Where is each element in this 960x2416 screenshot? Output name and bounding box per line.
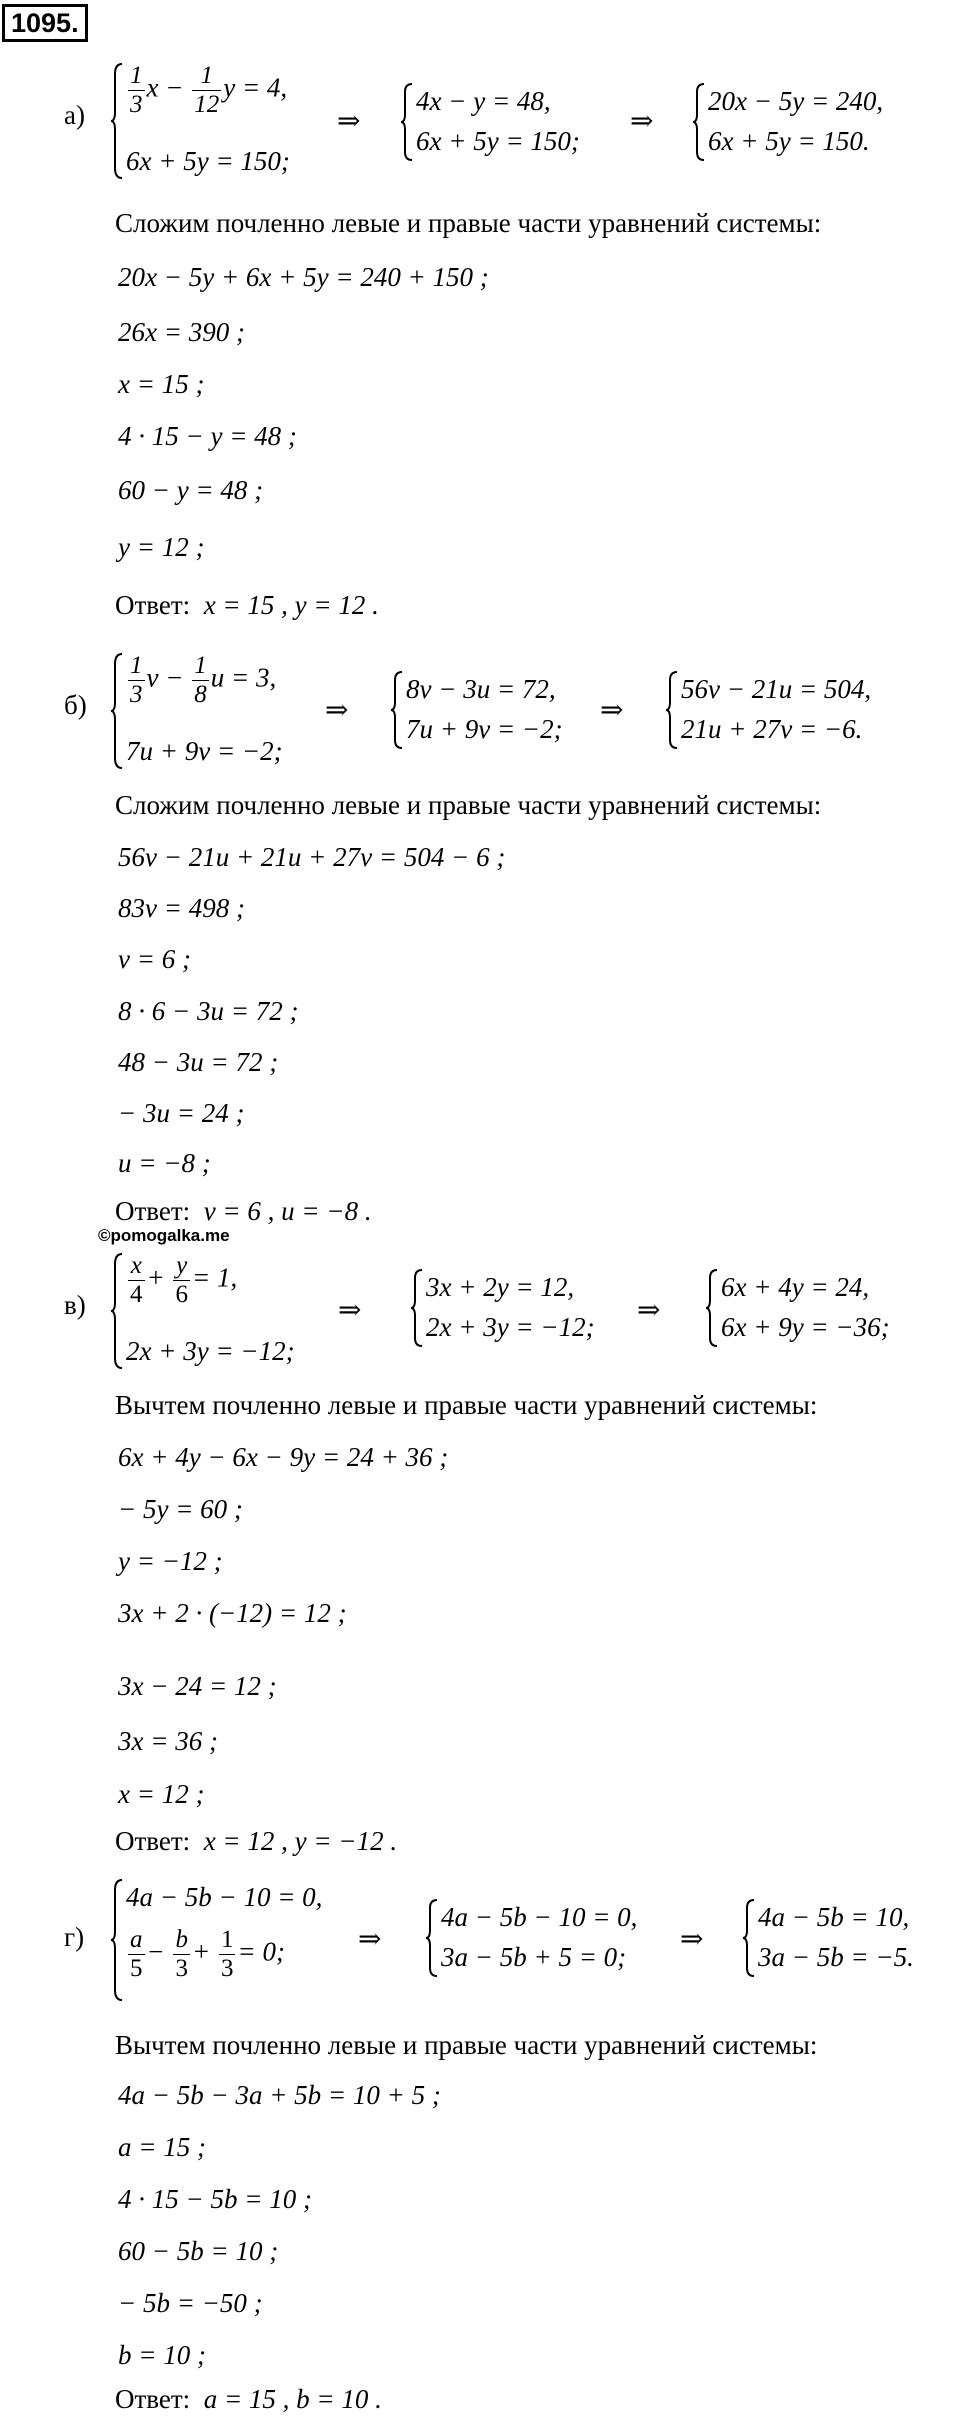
part-a-step: 4 · 15 − y = 48 ;	[118, 421, 297, 451]
brace-icon	[692, 82, 706, 162]
watermark: ©pomogalka.me	[98, 1226, 230, 1245]
part-g-step: a = 15 ;	[118, 2132, 206, 2162]
fraction: $\frac{1}{8}$	[194, 652, 207, 708]
part-v-system-3	[705, 1268, 935, 1348]
part-g-sys3-row2: 3a − 5b = −5.	[758, 1942, 914, 1972]
part-v-step: 3x + 2 · (−12) = 12 ;	[118, 1598, 347, 1628]
part-g-system-1	[110, 1878, 370, 2002]
part-a-system-2	[400, 82, 600, 162]
implies-arrow: ⇒	[637, 1295, 661, 1326]
part-b-step: 48 − 3u = 72 ;	[118, 1047, 279, 1077]
part-v-step: 3x − 24 = 12 ;	[118, 1671, 277, 1701]
brace-icon	[705, 1268, 719, 1348]
part-g-sys1-row1: 4a − 5b − 10 = 0,	[126, 1882, 323, 1912]
implies-arrow: ⇒	[325, 695, 349, 726]
implies-arrow: ⇒	[338, 1295, 362, 1326]
part-a-step: 20x − 5y + 6x + 5y = 240 + 150 ;	[118, 262, 489, 292]
part-v-answer: Ответ: x = 12 , y = −12 .	[115, 1826, 398, 1856]
part-v-sys2-row2: 2x + 3y = −12;	[426, 1312, 595, 1342]
implies-arrow: ⇒	[358, 1924, 382, 1955]
part-b-sys3-row2: 21u + 27v = −6.	[681, 714, 863, 744]
part-g-step: 60 − 5b = 10 ;	[118, 2236, 279, 2266]
part-a-system-1	[110, 62, 330, 180]
part-a-step: y = 12 ;	[118, 532, 205, 562]
part-v-step: y = −12 ;	[118, 1546, 223, 1576]
part-v-sys2-row1: 3x + 2y = 12,	[426, 1272, 575, 1302]
part-b-step: − 3u = 24 ;	[118, 1098, 245, 1128]
fraction: $\frac{1}{3}$	[130, 62, 143, 118]
part-g-answer: Ответ: a = 15 , b = 10 .	[115, 2384, 382, 2414]
part-b-sys2-row2: 7u + 9v = −2;	[406, 714, 563, 744]
part-g-step: 4a − 5b − 3a + 5b = 10 + 5 ;	[118, 2080, 441, 2110]
part-a-step: 26x = 390 ;	[118, 317, 245, 347]
brace-icon	[390, 670, 404, 750]
part-b-system-1	[110, 652, 330, 770]
part-g-sys2-row2: 3a − 5b + 5 = 0;	[441, 1942, 627, 1972]
part-v-label: в)	[64, 1290, 86, 1320]
part-a-sys2-row1: 4x − y = 48,	[416, 86, 551, 116]
part-v-sys3-row1: 6x + 4y = 24,	[721, 1272, 870, 1302]
part-g-sys3-row1: 4a − 5b = 10,	[758, 1902, 910, 1932]
part-a-sys3-row2: 6x + 5y = 150.	[708, 126, 870, 156]
part-b-answer: Ответ: v = 6 , u = −8 .	[115, 1196, 372, 1226]
part-b-system-3	[665, 670, 935, 750]
part-b-explanation: Сложим почленно левые и правые части уравнений системы:	[115, 790, 822, 820]
part-g-step: 4 · 15 − 5b = 10 ;	[118, 2184, 312, 2214]
fraction: $\frac{1}{3}$	[130, 652, 143, 708]
part-g-sys1-row2: $\frac{a}{5}$ − $\frac{b}{3}$ + $\frac{1}{3}$ = 0;	[130, 1926, 285, 1982]
fraction: $\frac{b}{3}$	[175, 1926, 188, 1982]
part-a-system-3	[692, 82, 932, 162]
part-b-step: 83v = 498 ;	[118, 893, 245, 923]
part-v-sys1-row2: 2x + 3y = −12;	[126, 1336, 295, 1366]
fraction: $\frac{y}{6}$	[175, 1252, 188, 1308]
fraction: $\frac{a}{5}$	[130, 1926, 143, 1982]
brace-icon	[110, 1252, 124, 1370]
part-b-step: 56v − 21u + 21u + 27v = 504 − 6 ;	[118, 842, 506, 872]
part-v-step: x = 12 ;	[118, 1779, 205, 1809]
implies-arrow: ⇒	[337, 106, 361, 137]
part-a-label: а)	[64, 100, 85, 130]
part-v-step: 6x + 4y − 6x − 9y = 24 + 36 ;	[118, 1442, 449, 1472]
part-v-step: − 5y = 60 ;	[118, 1494, 243, 1524]
part-b-sys3-row1: 56v − 21u = 504,	[681, 674, 872, 704]
brace-icon	[110, 1878, 124, 2002]
part-v-system-1	[110, 1252, 330, 1370]
part-a-sys3-row1: 20x − 5y = 240,	[708, 86, 884, 116]
part-g-system-2	[425, 1898, 685, 1978]
part-b-sys1-row2: 7u + 9v = −2;	[126, 736, 283, 766]
part-v-sys1-row1: $\frac{x}{4}$ + $\frac{y}{6}$ = 1,	[130, 1252, 238, 1308]
brace-icon	[410, 1268, 424, 1348]
fraction: $\frac{1}{12}$	[194, 62, 220, 118]
part-b-label: б)	[64, 690, 87, 720]
implies-arrow: ⇒	[600, 695, 624, 726]
part-v-step: 3x = 36 ;	[118, 1726, 218, 1756]
part-a-answer: Ответ: x = 15 , y = 12 .	[115, 590, 379, 620]
fraction: $\frac{1}{3}$	[220, 1926, 234, 1982]
part-g-step: b = 10 ;	[118, 2340, 206, 2370]
part-g-step: − 5b = −50 ;	[118, 2288, 263, 2318]
part-g-system-3	[742, 1898, 942, 1978]
part-b-step: 8 · 6 − 3u = 72 ;	[118, 996, 299, 1026]
part-a-sys2-row2: 6x + 5y = 150;	[416, 126, 580, 156]
part-g-label: г)	[64, 1922, 85, 1952]
part-v-system-2	[410, 1268, 630, 1348]
brace-icon	[665, 670, 679, 750]
brace-icon	[400, 82, 414, 162]
part-v-explanation: Вычтем почленно левые и правые части уравнений системы:	[115, 1390, 818, 1420]
brace-icon	[110, 652, 124, 770]
implies-arrow: ⇒	[630, 106, 654, 137]
part-a-explanation: Сложим почленно левые и правые части уравнений системы:	[115, 208, 822, 238]
part-a-step: 60 − y = 48 ;	[118, 475, 264, 505]
part-g-explanation: Вычтем почленно левые и правые части уравнений системы:	[115, 2030, 818, 2060]
part-a-sys1-row1: $\frac{1}{3}$ x − $\frac{1}{12}$ y = 4,	[130, 62, 288, 118]
part-b-sys2-row1: 8v − 3u = 72,	[406, 674, 556, 704]
part-g-sys2-row1: 4a − 5b − 10 = 0,	[441, 1902, 638, 1932]
part-b-sys1-row1: $\frac{1}{3}$ v − $\frac{1}{8}$ u = 3,	[130, 652, 277, 708]
part-b-step: u = −8 ;	[118, 1148, 211, 1178]
brace-icon	[742, 1898, 756, 1978]
part-b-system-2	[390, 670, 590, 750]
brace-icon	[110, 62, 124, 180]
implies-arrow: ⇒	[680, 1924, 704, 1955]
brace-icon	[425, 1898, 439, 1978]
part-a-step: x = 15 ;	[118, 369, 205, 399]
part-v-sys3-row2: 6x + 9y = −36;	[721, 1312, 890, 1342]
fraction: $\frac{x}{4}$	[130, 1252, 143, 1308]
part-b-step: v = 6 ;	[118, 944, 191, 974]
problem-number: 1095.	[2, 4, 88, 42]
part-a-sys1-row2: 6x + 5y = 150;	[126, 146, 290, 176]
